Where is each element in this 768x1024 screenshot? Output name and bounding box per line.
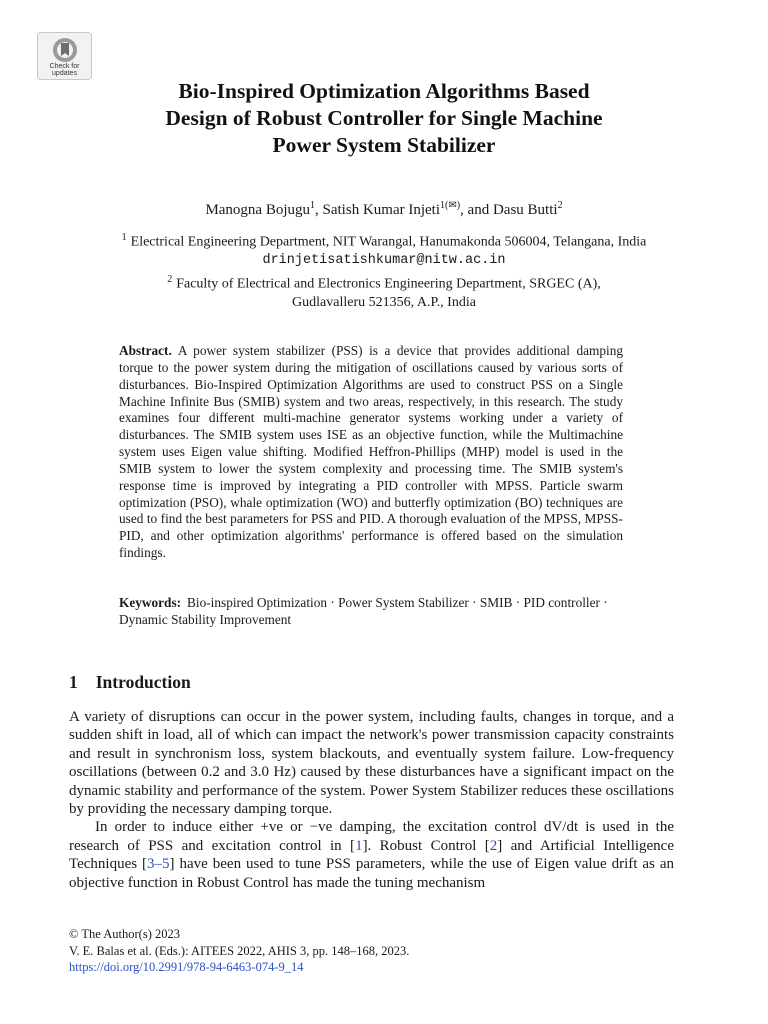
- title-line-2: Design of Robust Controller for Single Machine: [165, 106, 603, 130]
- corresponding-email[interactable]: drinjetisatishkumar@nitw.ac.in: [262, 253, 506, 269]
- section-number: 1: [69, 672, 78, 692]
- footer: [69, 926, 409, 976]
- keywords-text: Bio-inspired Optimization · Power System Stabilizer · SMIB · PID controller · Dynamic Stability Improvement: [119, 595, 608, 627]
- author-3-prefix: , and: [460, 202, 493, 218]
- paragraph-2-part-b: ]. Robust Control [: [362, 837, 490, 854]
- badge-line-2: updates: [52, 70, 77, 77]
- author-3-name: Dasu Butti: [492, 202, 558, 218]
- author-2-name: Satish Kumar Injeti: [322, 202, 440, 218]
- section-heading-introduction: [69, 671, 191, 693]
- section-title: Introduction: [95, 672, 191, 692]
- citation-link-3-5[interactable]: 3–5: [147, 856, 170, 873]
- author-list: Manogna Bojugu$^1$, Satish Kumar Injeti$^{1(✉)}$, and Dasu Butti$^2$: [205, 200, 563, 218]
- abstract: [119, 343, 623, 562]
- paragraph-1: A variety of disruptions can occur in the power system, including faults, changes in torque, and a sudden shift in load, all of which can impact the network's power transmission capacity constraints and result in synchronism loss, system blackouts, and eventually system failure. Low-frequency oscillations (between 0.2 and 3.0 Hz) caused by these disturbances have a significant impact on the dynamic stability and performance of the system. Power System Stabilizer reduces these oscillations by providing the necessary damping torque.: [69, 709, 674, 818]
- affiliation-1: [0, 229, 768, 252]
- affiliation-2: [0, 271, 768, 294]
- affiliation-1-text: Electrical Engineering Department, NIT Warangal, Hanumakonda 506004, Telangana, India: [130, 234, 647, 250]
- abstract-text: A power system stabilizer (PSS) is a device that provides additional damping torque to the power system during the mitigation of oscillations caused by various sorts of disturbances. Bio-Inspired Optimization Algorithms are used to construct PSS on a Single Machine Infinite Bus (SMIB) system and two areas, respectively, in this research. The study examines four different multi-machine generator systems working under a variety of disturbances. The SMIB system uses ISE as an objective function, while the Multimachine system uses Eigen value shifting. Modified Heffron-Phillips (MHP) model is used in the SMIB system to lower the system complexity and processing time. The SMIB system's response time is improved by integrating a PID controller with MPSS. Particle swarm optimization (PSO), whale optimization (WO) and butterfly optimization (BO) techniques are used to find the best parameters for PSS and PID. A thorough evaluation of the MPSS, MPSS-PID, and other optimization algorithms' performance is offered based on the simulation findings.: [119, 343, 623, 561]
- paragraph-2-part-c: ] and Artificial Intelligence Techniques [: [69, 837, 674, 873]
- title-line-3: Power System Stabilizer: [272, 133, 496, 157]
- citation-link-2[interactable]: 2: [489, 837, 498, 854]
- keywords-label: Keywords:: [119, 595, 182, 610]
- author-1-affiliation: 1: [310, 200, 316, 211]
- title-line-1: Bio-Inspired Optimization Algorithms Based: [178, 79, 590, 103]
- bookmark-icon: [52, 37, 78, 63]
- check-for-updates-badge[interactable]: [37, 32, 92, 80]
- affiliation-2-line-2: Gudlavalleru 521356, A.P., India: [292, 294, 476, 310]
- keywords: [119, 595, 623, 629]
- introduction-body: [69, 708, 674, 892]
- affiliation-2-number: 2: [167, 273, 173, 285]
- author-2-affiliation: 1(✉): [440, 200, 461, 211]
- author-3-affiliation: 2: [557, 200, 563, 211]
- paragraph-2-part-a: In order to induce either +ve or −ve damping, the excitation control dV/dt is used in the research of PSS and excitation control in [: [69, 819, 674, 854]
- paragraph-2-part-d: ] have been used to tune PSS parameters, while the use of Eigen value drift as an objective function in Robust Control has made the tuning mechanism: [69, 856, 674, 891]
- affiliation-2-line-1: Faculty of Electrical and Electronics Engineering Department, SRGEC (A),: [176, 276, 601, 292]
- doi-link[interactable]: https://doi.org/10.2991/978-94-6463-074-9_14: [69, 960, 304, 974]
- affiliation-1-number: 1: [121, 232, 127, 243]
- citation-link-1[interactable]: 1: [355, 837, 363, 854]
- abstract-label: Abstract.: [119, 343, 172, 358]
- paragraph-2: [69, 818, 674, 892]
- author-1-name: Manogna Bojugu: [205, 202, 311, 218]
- affiliations: [0, 229, 768, 312]
- badge-line-1: Check for: [49, 63, 80, 70]
- copyright-line: © The Author(s) 2023: [69, 927, 180, 941]
- paper-title: [80, 78, 688, 159]
- citation-line: V. E. Balas et al. (Eds.): AITEES 2022, AHIS 3, pp. 148–168, 2023.: [69, 943, 410, 958]
